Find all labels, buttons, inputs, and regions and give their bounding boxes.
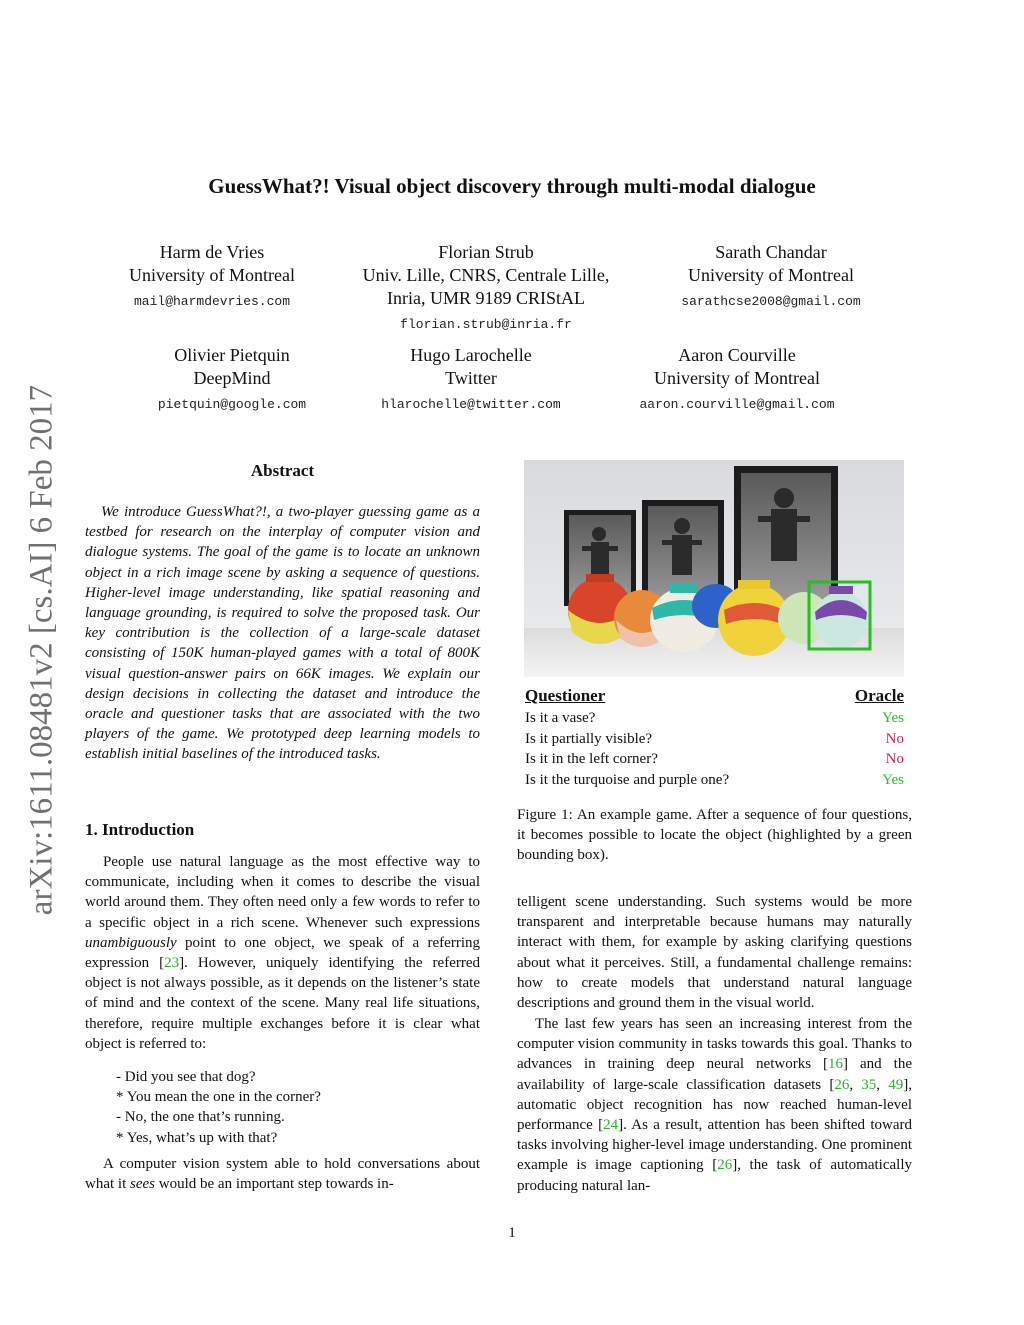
qa-row [525,708,904,729]
figure-1-caption: Figure 1: An example game. After a sequence of four questions, it becomes possible to locate the object (highlighted by a green bounding box). [517,807,912,864]
figure-1-image [524,460,904,677]
author-email[interactable]: aaron.courville@gmail.com [639,397,835,412]
qa-table [525,684,904,790]
right-column-paragraph-2: The last few years has seen an increasing interest from the computer vision community in tasks towards this goal. Thanks to advances in training deep neural networks [16] and the availability of large-scale classification datasets [26, 35, 49], automatic object recognition has now reached human-level performance [24]. As a result, attention has been shifted toward tasks involving higher-level image understanding. One prominent example is image captioning [26], the task of automatically producing natural lan- [517,1016,913,1194]
author-affiliation: Inria, UMR 9189 CRIStAL [387,288,585,308]
author-email[interactable]: hlarochelle@twitter.com [381,397,561,412]
paper-title: GuessWhat?! Visual object discovery through multi-modal dialogue [208,174,816,198]
citation-link[interactable]: 16 [828,1056,844,1073]
question: Is it partially visible? [525,730,653,747]
citation-link[interactable]: 26 [834,1076,850,1093]
author-affiliation: University of Montreal [654,368,820,388]
author-name: Aaron Courville [678,345,796,365]
author-email[interactable]: florian.strub@inria.fr [400,317,572,332]
citation-link[interactable]: 35 [861,1076,877,1093]
answer: Yes [882,710,904,726]
qa-row [525,770,904,791]
citation-link[interactable]: 24 [603,1117,619,1134]
question: Is it a vase? [525,710,596,726]
author-name: Hugo Larochelle [410,345,532,365]
arxiv-stamp-text: arXiv:1611.08481v2 [cs.AI] 6 Feb 2017 [23,384,60,916]
answer: No [885,751,904,767]
emphasis: sees [130,1176,155,1193]
author-affiliation: Univ. Lille, CNRS, Centrale Lille, [362,265,610,285]
qa-header-row [525,684,904,708]
answer: Yes [882,771,904,788]
author-block [112,344,352,416]
section-heading-introduction: 1. Introduction [85,820,195,839]
author-name: Florian Strub [438,242,534,262]
citation-link[interactable]: 26 [717,1157,733,1174]
oracle-header: Oracle [854,686,904,705]
qa-row [525,729,904,750]
question: Is it the turquoise and purple one? [525,771,730,788]
citation-link[interactable]: 49 [888,1076,904,1093]
question: Is it in the left corner? [525,751,658,767]
qa-row [525,749,904,770]
questioner-header: Questioner [525,686,606,705]
author-name: Sarath Chandar [715,242,827,262]
author-block [92,241,332,313]
author-email[interactable]: mail@harmdevries.com [133,294,291,309]
author-email[interactable]: pietquin@google.com [157,397,307,412]
author-affiliation: University of Montreal [688,265,854,285]
author-affiliation: University of Montreal [129,265,295,285]
dialog-line: - No, the one that’s running. [116,1109,285,1126]
author-block [612,344,862,416]
author-block [350,344,592,416]
dialog-line: - Did you see that dog? [116,1069,256,1085]
author-block [640,241,902,313]
author-block [336,241,636,336]
emphasis: unambiguously [85,934,177,951]
citation-link[interactable]: 23 [164,955,180,972]
author-name: Olivier Pietquin [174,345,290,365]
right-column-paragraph-1: telligent scene understanding. Such systems would be more transparent and interpretable because humans may naturally interact with them, for example by asking clarifying questions about what it perceives. Still, a fundamental challenge remains: how to create models that understand natural language descriptions and ground them in the visual world. [517,894,912,1012]
page-number: 1 [508,1225,516,1241]
intro-paragraph-2: A computer vision system able to hold conversations about what it sees would be an important step towards in- [85,1156,480,1193]
author-affiliation: DeepMind [193,368,271,388]
abstract-text: We introduce GuessWhat?!, a two-player guessing game as a testbed for research on the interplay of computer vision and dialogue systems. The goal of the game is to locate an unknown object in a rich image scene by asking a sequence of questions. Higher-level image understanding, like spatial reasoning and language grounding, is required to solve the proposed task. Our key contribution is the collection of a large-scale dataset consisting of 150K human-played games with a total of 800K visual question-answer pairs on 66K images. We explain our design decisions in collecting the dataset and introduce the oracle and questioner tasks that are associated with the two players of the game. We prototyped deep learning models to establish initial baselines of the introduced tasks. [85,504,480,763]
author-email[interactable]: sarathcse2008@gmail.com [681,294,861,309]
abstract-heading: Abstract [250,461,315,480]
author-affiliation: Twitter [445,368,497,388]
author-name: Harm de Vries [159,242,265,262]
dialog-line: * You mean the one in the corner? [116,1089,321,1106]
dialog-line: * Yes, what’s up with that? [116,1129,278,1146]
dialog-example [116,1067,476,1148]
intro-paragraph-1: People use natural language as the most effective way to communicate, including when it comes to describe the visual world around them. They often need only a few words to refer to a specific object in a rich scene. Whenever such expressions unambiguously point to one object, we speak of a referring expression [23]. However, uniquely identifying the referred object is not always possible, as it depends on the listener’s state of mind and the context of the scene. Many real life situations, therefore, require multiple exchanges before it is clear what object is referred to: [85,854,481,1052]
answer: No [885,730,904,747]
